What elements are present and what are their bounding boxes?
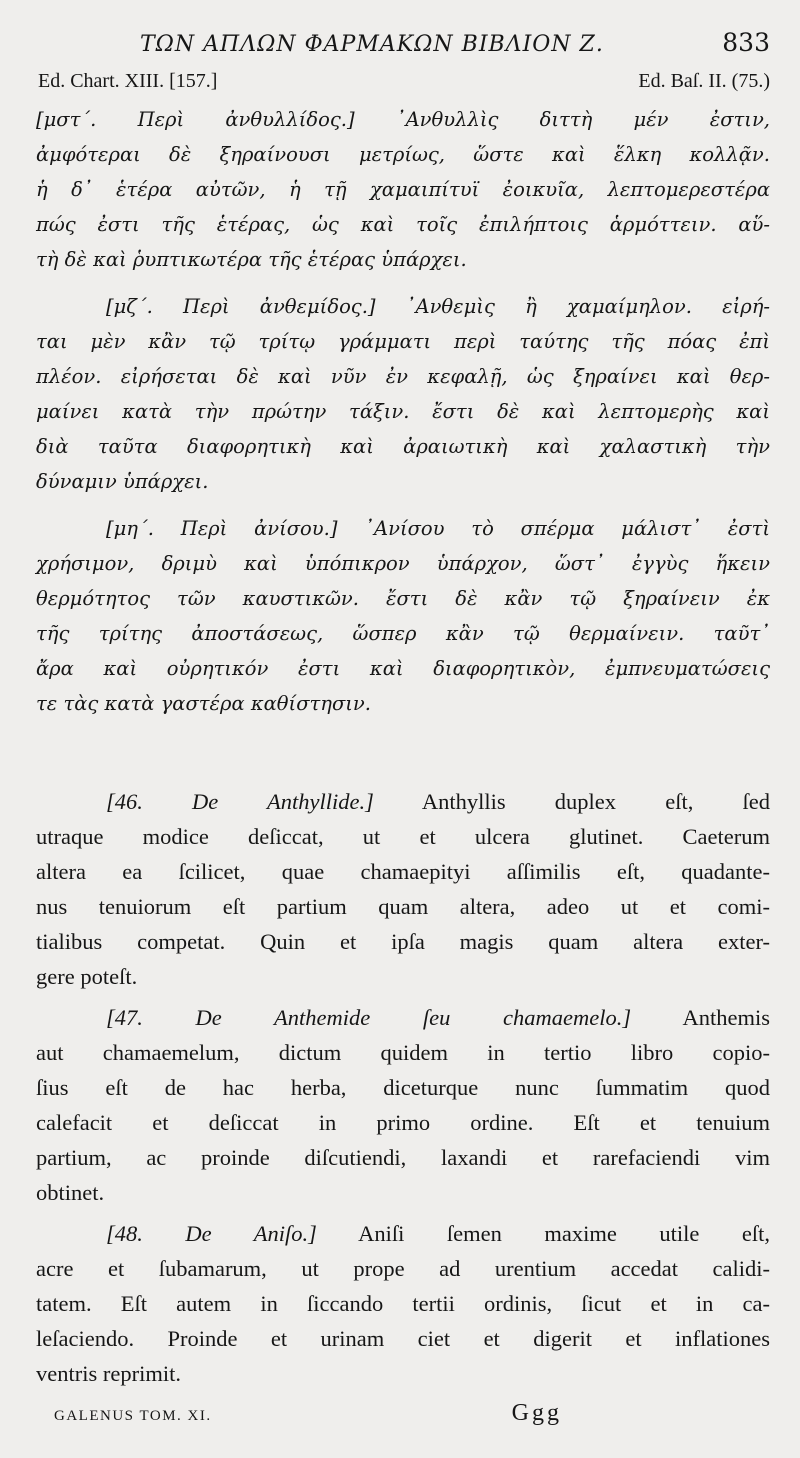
section-heading: [48. De Aniſo.] — [106, 1221, 317, 1246]
greek-line: ἀμφότεραι δὲ ξηραίνουσι μετρίως, ὥστε καὶ ἕλκη κολλᾷν. — [36, 143, 770, 166]
latin-line: nus tenuiorum eſt partium quam altera, adeo ut et comi- — [36, 894, 770, 919]
greek-text — [36, 102, 770, 721]
latin-line-text: Anthyllis duplex eſt, ſed — [421, 789, 770, 814]
edition-chartier: Ed. Chart. XIII. [157.] — [38, 70, 218, 92]
latin-line-text: Aniſi ſemen maxime utile eſt, — [358, 1221, 771, 1246]
greek-line: τῆς τρίτης ἀποστάσεως, ὥσπερ κἂν τῷ θερμαίνειν. ταῦτ᾿ — [36, 622, 770, 645]
greek-line: ται μὲν κἂν τῷ τρίτῳ γράμματι περὶ ταύτης τῆς πόας ἐπὶ — [36, 330, 770, 353]
greek-line: [μζ΄. Περὶ ἀνθεμίδος.] ᾿Ανθεμὶς ἢ χαμαίμηλον. εἰρή- — [106, 295, 770, 318]
greek-line: δύναμιν ὑπάρχει. — [36, 470, 209, 493]
running-head — [140, 28, 770, 57]
latin-line: gere poteſt. — [36, 964, 138, 989]
greek-line: [μη΄. Περὶ ἀνίσου.] ᾿Ανίσου τὸ σπέρμα μάλιστ᾿ ἐστὶ — [106, 517, 770, 540]
signature-line — [54, 1400, 754, 1427]
latin-line: altera ea ſcilicet, quae chamaepityi aſſimilis eſt, quadante- — [36, 859, 770, 884]
gathering-mark: Ggg — [511, 1400, 562, 1426]
latin-line: leſaciendo. Proinde et urinam ciet et digerit et inflationes — [36, 1326, 770, 1351]
edition-basel: Ed. Baſ. II. (75.) — [638, 70, 770, 92]
latin-line — [36, 1216, 770, 1251]
section-heading: [47. De Anthemide ſeu chamaemelo.] — [106, 1005, 632, 1030]
greek-line: θερμότητος τῶν καυστικῶν. ἔστι δὲ κἂν τῷ ξηραίνειν ἐκ — [36, 587, 770, 610]
running-title: ΤΩΝ ΑΠΛΩΝ ΦΑΡΜΑΚΩΝ ΒΙΒΛΙΟΝ Ζ. — [140, 32, 604, 57]
latin-line — [36, 784, 770, 819]
latin-line: tialibus competat. Quin et ipſa magis quam altera exter- — [36, 929, 770, 954]
latin-line: acre et ſubamarum, ut prope ad urentium accedat calidi- — [36, 1256, 770, 1281]
latin-line: ventris reprimit. — [36, 1361, 181, 1386]
greek-line: [μστ΄. Περὶ ἀνθυλλίδος.] ᾿Ανθυλλὶς διττὴ μέν ἐστιν, — [36, 108, 770, 131]
latin-line: tatem. Eſt autem in ſiccando tertii ordinis, ſicut et in ca- — [36, 1291, 770, 1316]
greek-line: ἡ δ᾿ ἑτέρα αὐτῶν, ἡ τῇ χαμαιπίτυϊ ἐοικυῖα, λεπτομερεστέρα — [36, 178, 770, 201]
page-number: 833 — [722, 28, 770, 57]
latin-line — [36, 1000, 770, 1035]
latin-line: calefacit et deſiccat in primo ordine. Eſt et tenuium — [36, 1110, 770, 1135]
latin-line: utraque modice deſiccat, ut et ulcera glutinet. Caeterum — [36, 824, 770, 849]
latin-line: ſius eſt de hac herba, diceturque nunc ſummatim quod — [36, 1075, 770, 1100]
greek-line: μαίνει κατὰ τὴν πρώτην τάξιν. ἔστι δὲ καὶ λεπτομερὴς καὶ — [36, 400, 770, 423]
volume-signature: GALENUS TOM. XI. — [54, 1408, 212, 1424]
latin-line-text: Anthemis — [682, 1005, 770, 1030]
greek-line: ἄρα καὶ οὐρητικόν ἐστι καὶ διαφορητικὸν, ἐμπνευματώσεις — [36, 657, 770, 680]
latin-line: partium, ac proinde diſcutiendi, laxandi et rarefaciendi vim — [36, 1145, 770, 1170]
greek-line: χρήσιμον, δριμὺ καὶ ὑπόπικρον ὑπάρχον, ὥστ᾿ ἐγγὺς ἥκειν — [36, 552, 770, 575]
greek-line: πώς ἐστι τῆς ἑτέρας, ὡς καὶ τοῖς ἐπιλήπτοις ἁρμόττειν. αὕ- — [36, 213, 770, 236]
latin-text — [36, 784, 770, 1391]
edition-line — [38, 70, 770, 93]
greek-line: τε τὰς κατὰ γαστέρα καθίστησιν. — [36, 692, 371, 715]
greek-line: πλέον. εἰρήσεται δὲ καὶ νῦν ἐν κεφαλῇ, ὡς ξηραίνει καὶ θερ- — [36, 365, 770, 388]
latin-line: aut chamaemelum, dictum quidem in tertio libro copio- — [36, 1040, 770, 1065]
section-heading: [46. De Anthyllide.] — [106, 789, 374, 814]
greek-line: τὴ δὲ καὶ ῥυπτικωτέρα τῆς ἑτέρας ὑπάρχει. — [36, 248, 467, 271]
greek-line: διὰ ταῦτα διαφορητικὴ καὶ ἀραιωτικὴ καὶ χαλαστικὴ τὴν — [36, 435, 770, 458]
latin-line: obtinet. — [36, 1180, 105, 1205]
